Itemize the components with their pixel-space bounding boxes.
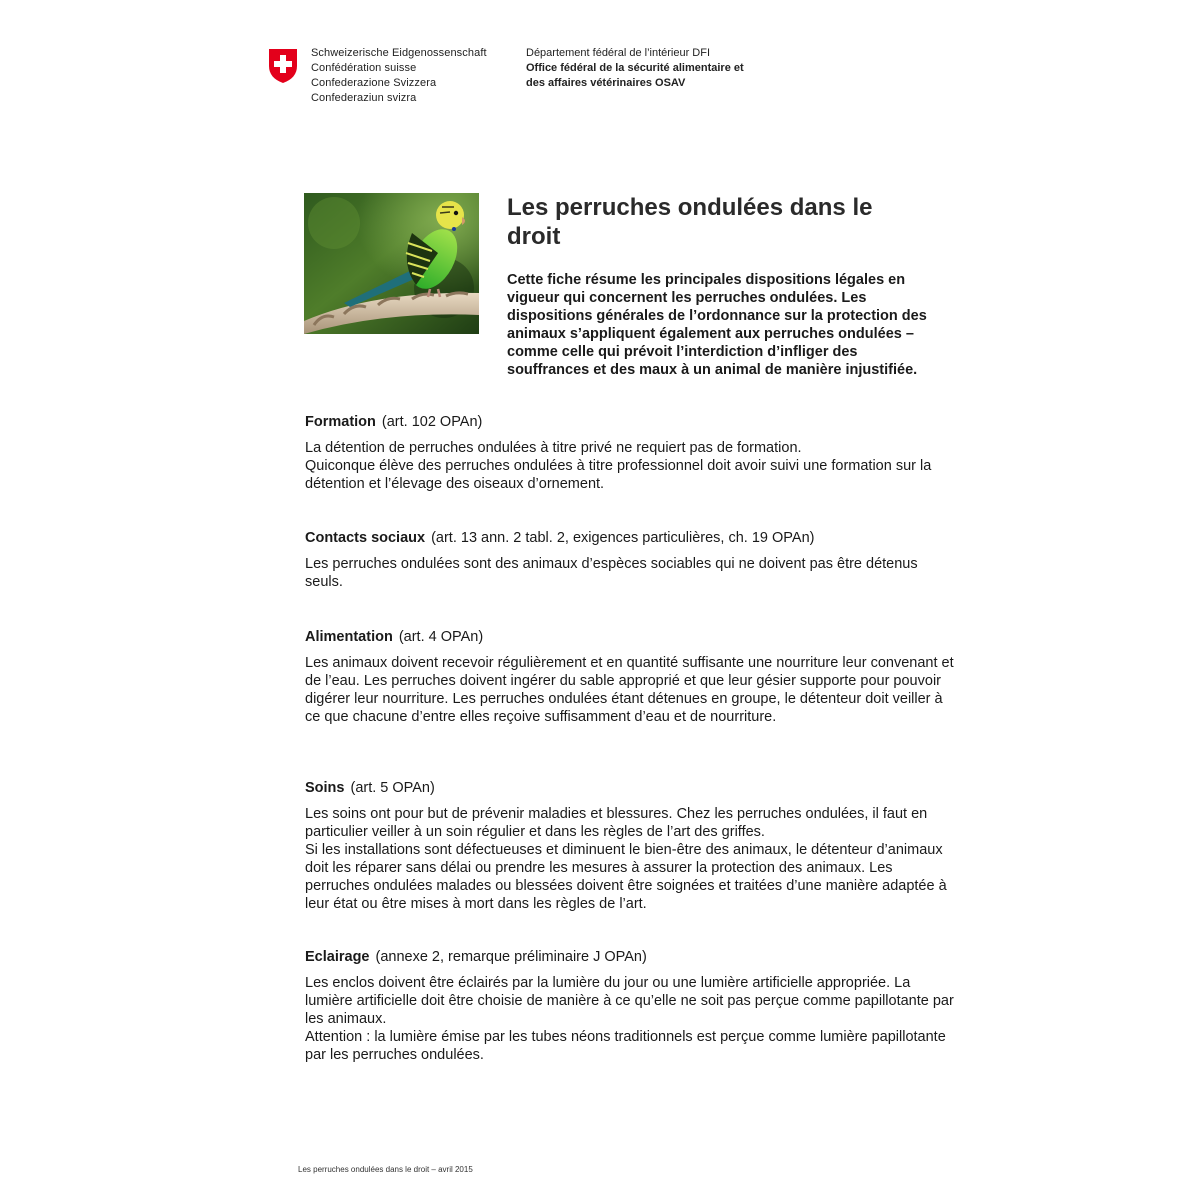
section-reference: (art. 102 OPAn) — [381, 414, 483, 430]
section-heading — [305, 779, 955, 797]
section-body — [305, 805, 955, 913]
section-eclairage — [305, 948, 955, 1064]
lead-paragraph: Cette fiche résume les principales dispositions légales en vigueur qui concernent les perruches ondulées. Les dispositions générales de l’ordonnance sur la protection des animaux s’appliquent également aux perruches ondulées – comme celle qui prévoit l’interdiction d’infliger des souffrances et des maux à un animal de manière injustifiée. — [507, 272, 927, 378]
confederation-name-rm: Confederaziun svizra — [311, 92, 417, 104]
section-body — [305, 974, 955, 1064]
section-body — [305, 555, 955, 591]
confederation-name-fr: Confédération suisse — [311, 62, 417, 74]
confederation-name-it: Confederazione Svizzera — [311, 77, 437, 89]
section-heading — [305, 948, 955, 966]
confederation-name-de: Schweizerische Eidgenossenschaft — [311, 47, 487, 59]
section-paragraph: Si les installations sont défectueuses et diminuent le bien-être des animaux, le détenteur d’animaux doit les réparer sans délai ou prendre les mesures à assurer la protection des animaux. Les perruches ondulées malades ou blessées doivent être soignées et traitées d’une manière adaptée à leur état ou être mises à mort dans les règles de l’art. — [305, 842, 947, 912]
section-paragraph: La détention de perruches ondulées à titre privé ne requiert pas de formation. — [305, 440, 802, 456]
section-paragraph: Les perruches ondulées sont des animaux d’espèces sociables qui ne doivent pas être détenus seuls. — [305, 556, 918, 590]
confederation-names — [311, 46, 487, 106]
office-name-line-1: Office fédéral de la sécurité alimentaire et — [526, 62, 744, 74]
section-reference: (annexe 2, remarque préliminaire J OPAn) — [375, 949, 647, 965]
section-paragraph: Attention : la lumière émise par les tubes néons traditionnels est perçue comme lumière papillotante par les perruches ondulées. — [305, 1029, 946, 1063]
section-paragraph: Quiconque élève des perruches ondulées à titre professionnel doit avoir suivi une formation sur la détention et l’élevage des oiseaux d’ornement. — [305, 458, 932, 492]
section-title: Contacts sociaux — [305, 530, 426, 546]
department-name: Département fédéral de l’intérieur DFI — [526, 47, 711, 59]
section-paragraph: Les soins ont pour but de prévenir maladies et blessures. Chez les perruches ondulées, il faut en particulier veiller à un soin régulier et dans les règles de l’art des griffes. — [305, 806, 928, 840]
section-reference: (art. 4 OPAn) — [398, 629, 484, 645]
section-body — [305, 654, 955, 726]
section-heading — [305, 413, 955, 431]
section-formation — [305, 413, 955, 493]
office-name-line-2: des affaires vétérinaires OSAV — [526, 77, 686, 89]
section-title: Alimentation — [305, 629, 393, 645]
section-heading — [305, 529, 955, 547]
section-paragraph: Les animaux doivent recevoir régulièrement et en quantité suffisante une nourriture leur convenant et de l’eau. Les perruches doivent ingérer du sable approprié et que leur gésier supporte pour pouvoir digérer leur nourriture. Les perruches ondulées étant détenues en groupe, le détenteur doit veiller à ce que chacune d’entre elles reçoive suffisamment d’eau et de nourriture. — [305, 655, 954, 725]
letterhead — [268, 46, 788, 116]
department-block — [526, 46, 744, 91]
swiss-cross-icon — [268, 48, 298, 84]
page-title: Les perruches ondulées dans le droit — [507, 194, 873, 250]
section-paragraph: Les enclos doivent être éclairés par la lumière du jour ou une lumière artificielle appropriée. La lumière artificielle doit être choisie de manière à ce qu’elle ne soit pas perçue comme papillotante par les animaux. — [305, 975, 954, 1027]
page-footer: Les perruches ondulées dans le droit – avril 2015 — [298, 1165, 473, 1174]
section-reference: (art. 5 OPAn) — [350, 780, 435, 796]
section-body — [305, 439, 955, 493]
section-title: Eclairage — [305, 949, 370, 965]
section-soins — [305, 779, 955, 913]
budgerigar-photo — [304, 193, 479, 334]
section-alimentation — [305, 628, 955, 726]
section-contacts-sociaux — [305, 529, 955, 591]
section-title: Formation — [305, 414, 376, 430]
section-reference: (art. 13 ann. 2 tabl. 2, exigences particulières, ch. 19 OPAn) — [431, 530, 815, 546]
section-title: Soins — [305, 780, 345, 796]
section-heading — [305, 628, 955, 646]
